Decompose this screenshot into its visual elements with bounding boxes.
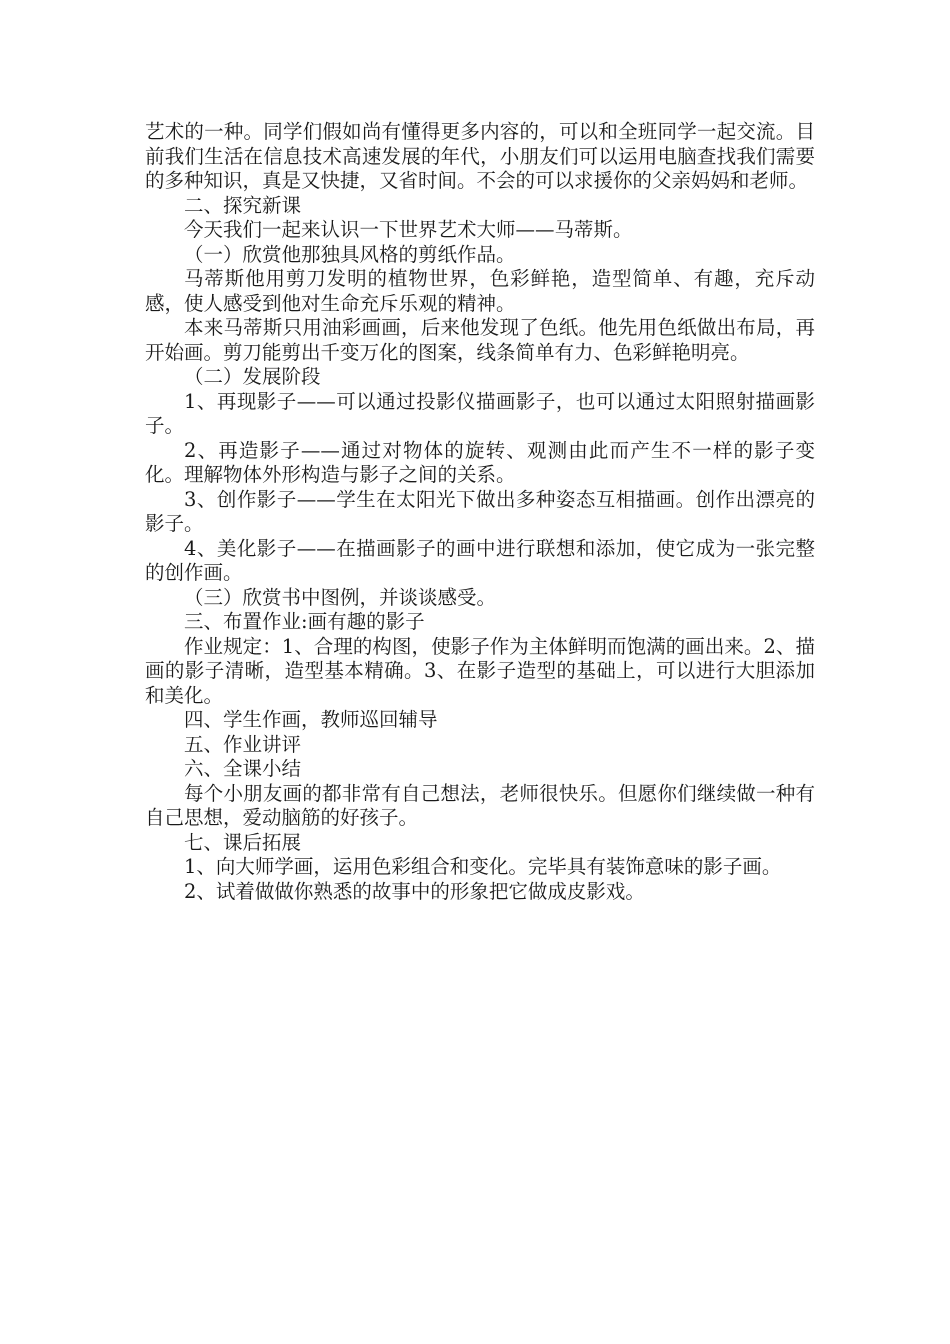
paragraph-summary: 每个小朋友画的都非常有自己想法，老师很快乐。但愿你们继续做一种有自己思想，爱动脑筋的好孩子。 (145, 781, 815, 829)
document-body (145, 120, 815, 904)
heading-assign-homework: 三、布置作业:画有趣的影子 (184, 610, 425, 633)
list-item-shadow-play: 2、试着做做你熟悉的故事中的形象把它做成皮影戏。 (184, 879, 645, 903)
heading-explore-new-lesson: 二、探究新课 (184, 193, 302, 217)
list-item-reproduce-shadow: 1、再现影子——可以通过投影仪描画影子，也可以通过太阳照射描画影子。 (145, 389, 815, 437)
paragraph-color-paper: 本来马蒂斯只用油彩画画，后来他发现了色纸。他先用色纸做出布局，再开始画。剪刀能剪出千变万化的图案，线条简单有力、色彩鲜艳明亮。 (145, 316, 815, 364)
heading-homework-review: 五、作业讲评 (184, 732, 302, 756)
subheading-appreciate-paper-cut: （一）欣赏他那独具风格的剪纸作品。 (184, 242, 516, 266)
paragraph-intro: 艺术的一种。同学们假如尚有懂得更多内容的，可以和全班同学一起交流。目前我们生活在信息技术高速发展的年代，小朋友们可以运用电脑查找我们需要的多种知识，真是又快捷，又省时间。不会的可以求援你的父亲妈妈和老师。 (145, 120, 815, 192)
list-item-recreate-shadow: 2、再造影子——通过对物体的旋转、观测由此而产生不一样的影子变化。理解物体外形构造与影子之间的关系。 (145, 438, 815, 486)
subheading-appreciate-examples: （三）欣赏书中图例，并谈谈感受。 (184, 585, 497, 609)
list-item-learn-from-master: 1、向大师学画，运用色彩组合和变化。完毕具有装饰意味的影子画。 (184, 855, 782, 878)
heading-lesson-summary: 六、全课小结 (184, 757, 302, 780)
heading-student-drawing: 四、学生作画，教师巡回辅导 (184, 708, 438, 731)
list-item-create-shadow: 3、创作影子——学生在太阳光下做出多种姿态互相描画。创作出漂亮的影子。 (145, 487, 815, 535)
heading-extension: 七、课后拓展 (184, 830, 302, 854)
subheading-development-stage: （二）发展阶段 (184, 365, 321, 388)
paragraph-homework-requirements: 作业规定：1、合理的构图，使影子作为主体鲜明而饱满的画出来。2、描画的影子清晰，造型基本精确。3、在影子造型的基础上，可以进行大胆添加和美化。 (145, 634, 815, 707)
list-item-beautify-shadow: 4、美化影子——在描画影子的画中进行联想和添加，使它成为一张完整的创作画。 (145, 536, 815, 584)
paragraph-plant-world: 马蒂斯他用剪刀发明的植物世界，色彩鲜艳，造型简单、有趣，充斥动感，使人感受到他对生命充斥乐观的精神。 (145, 267, 815, 315)
paragraph-matisse-intro: 今天我们一起来认识一下世界艺术大师——马蒂斯。 (184, 218, 633, 241)
